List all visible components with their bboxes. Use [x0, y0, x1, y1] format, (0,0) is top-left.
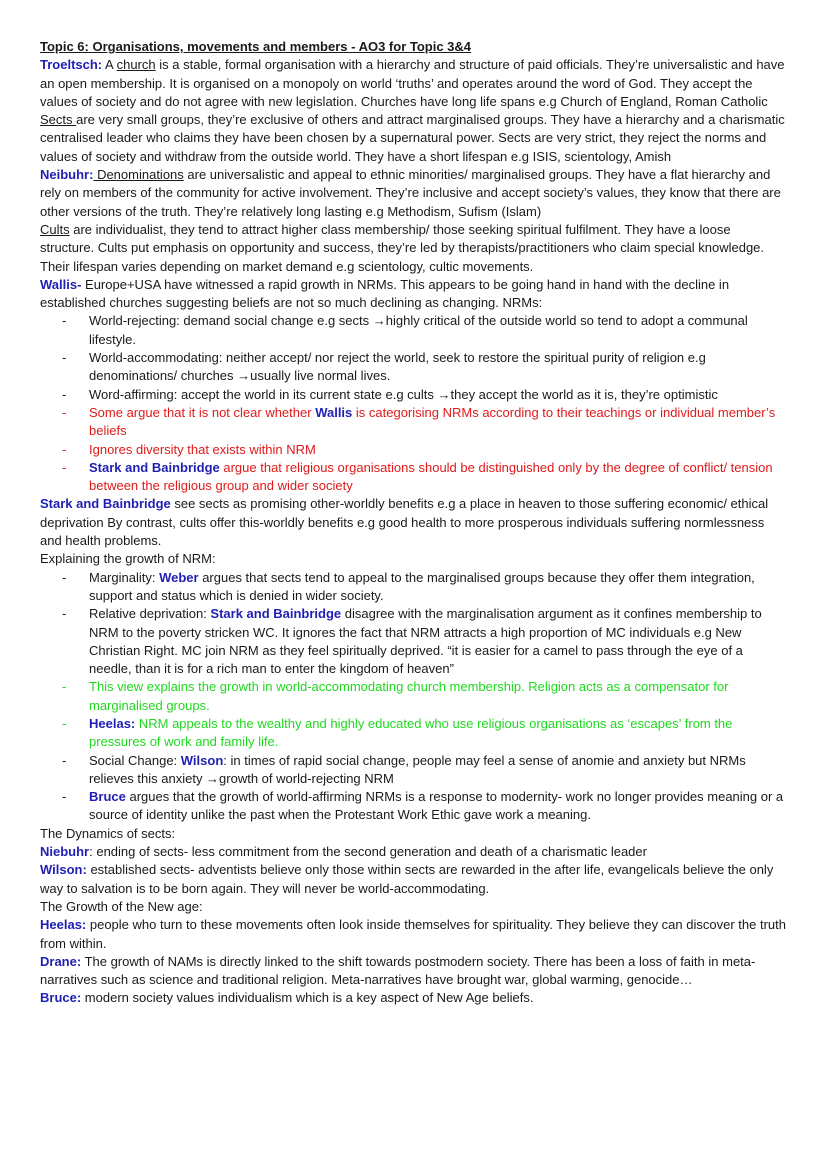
denominations-term: Denominations [93, 167, 184, 183]
newage-bruce: Bruce: modern society values individualism which is a key aspect of New Age beliefs. [40, 990, 534, 1006]
list-item: - Ignores diversity that exists within NRM [62, 441, 788, 459]
explaining-list [40, 569, 788, 825]
dynamics-niebuhr: Niebuhr: ending of sects- less commitment from the second generation and death of a charismatic leader [40, 844, 647, 860]
list-item: - Heelas: NRM appeals to the wealthy and highly educated who use religious organisations as ‘escapes’ from the pressures of work and family life. [62, 715, 788, 752]
list-item: - Social Change: Wilson: in times of rapid social change, people may feel a sense of anomie and anxiety but NRMs relieves this anxiety →growth of world-rejecting NRM [62, 752, 788, 789]
list-item: - Bruce argues that the growth of world-affirming NRMs is a response to modernity- work no longer provides meaning or a source of identity unlike the past when the Protestant Work Ethic gave work a meaning. [62, 788, 788, 825]
stark-name: Stark and Bainbridge [40, 496, 171, 512]
sects-paragraph: Sects are very small groups, they’re exclusive of others and attract marginalised groups. They have a hierarchy and a charismatic centralised leader who claims they have been chosen by a supernatural power. Sects are very strict, they reject the norms and values of society and withdraw from the outside world. They have a short lifespan e.g ISIS, scientology, Amish [40, 112, 785, 164]
list-item: - This view explains the growth in world-accommodating church membership. Religion acts as a compensator for marginalised groups. [62, 678, 788, 715]
list-item: - World-rejecting: demand social change e.g sects →highly critical of the outside world so tend to adopt a communal lifestyle. [62, 312, 788, 349]
sects-term: Sects [40, 112, 77, 128]
church-term: church [116, 57, 156, 73]
explaining-heading: Explaining the growth of NRM: [40, 551, 216, 567]
page-title: Topic 6: Organisations, movements and members - AO3 for Topic 3&4 [40, 39, 472, 54]
niebuhr-paragraph: Neibuhr: Denominations are universalistic and appeal to ethnic minorities/ marginalised groups. They have a flat hierarchy and rely on members of the community for active involvement. They’re inclusive and accept society’s values, they know that there are other versions of the truth. They’re relatively long lasting e.g Methodism, Sufism (Islam) [40, 167, 781, 219]
wallis-name: Wallis- [40, 276, 82, 292]
newage-heading: The Growth of the New age: [40, 898, 203, 914]
list-item: - World-accommodating: neither accept/ nor reject the world, seek to restore the spiritual purity of religion e.g denominations/ churches →usually live normal lives. [62, 349, 788, 386]
cults-term: Cults [40, 221, 70, 237]
list-item: - Relative deprivation: Stark and Bainbridge disagree with the marginalisation argument as it confines membership to NRM to the poverty stricken WC. It ignores the fact that NRM attracts a high proportion of MC individuals e.g New Christian Right. MC join NRM as they feel spiritually deprived. “it is easier for a camel to pass through the eye of a needle, than it is for a rich man to enter the kingdom of heaven” [62, 605, 788, 678]
dynamics-heading: The Dynamics of sects: [40, 825, 176, 841]
stark-paragraph: Stark and Bainbridge see sects as promising other-worldly benefits e.g a place in heaven to those suffering economic/ ethical deprivation By contrast, cults offer this-worldly benefits e.g good health to more prosperous individuals suffering normlessness and health problems. [40, 496, 769, 549]
wallis-paragraph: Wallis- Europe+USA have witnessed a rapid growth in NRMs. This appears to be going hand in hand with the decline in established churches suggesting beliefs are not so much declining as changing. NRMs: [40, 276, 730, 311]
list-item: - Word-affirming: accept the world in its current state e.g cults →they accept the world as it is, they’re optimistic [62, 386, 788, 404]
list-item: - Marginality: Weber argues that sects tend to appeal to the marginalised groups because they offer them integration, support and status which is denied in wider society. [62, 569, 788, 606]
nrm-types-list [40, 312, 788, 495]
newage-heelas: Heelas: people who turn to these movements often look inside themselves for spirituality. They believe they can discover the truth from within. [40, 917, 786, 951]
troeltsch-name: Troeltsch: [40, 57, 103, 73]
dynamics-wilson: Wilson: established sects- adventists believe only those within sects are rewarded in the after life, evangelicals believe the only way to salvation is to be born again. They will never be world-accommodating. [40, 862, 774, 896]
newage-drane: Drane: The growth of NAMs is directly linked to the shift towards postmodern society. There has been a loss of faith in meta-narratives such as science and traditional religion. Meta-narratives have brought war, global warming, genocide… [40, 953, 756, 988]
list-item: - Some argue that it is not clear whether Wallis is categorising NRMs according to their teachings or individual member’s beliefs [62, 404, 788, 441]
list-item: - Stark and Bainbridge argue that religious organisations should be distinguished only by the degree of conflict/ tension between the religious group and wider society [62, 459, 788, 496]
niebuhr-name: Neibuhr: [40, 167, 94, 183]
troeltsch-paragraph: Troeltsch: A church is a stable, formal organisation with a hierarchy and structure of paid officials. They’re universalistic and have an open membership. It is organised on a monopoly on world ‘truths’ and operates around the word of God. They accept the values of society and do not agree with new legislation. Churches have long life spans e.g Church of England, Roman Catholic [40, 57, 785, 109]
cults-paragraph: Cults are individualist, they tend to attract higher class membership/ those seeking spiritual fulfilment. They have a loose structure. Cults put emphasis on opportunity and success, they’re led by therapists/practitioners who claim special knowledge. Their lifespan varies depending on market demand e.g scientology, cultic movements. [40, 221, 765, 274]
